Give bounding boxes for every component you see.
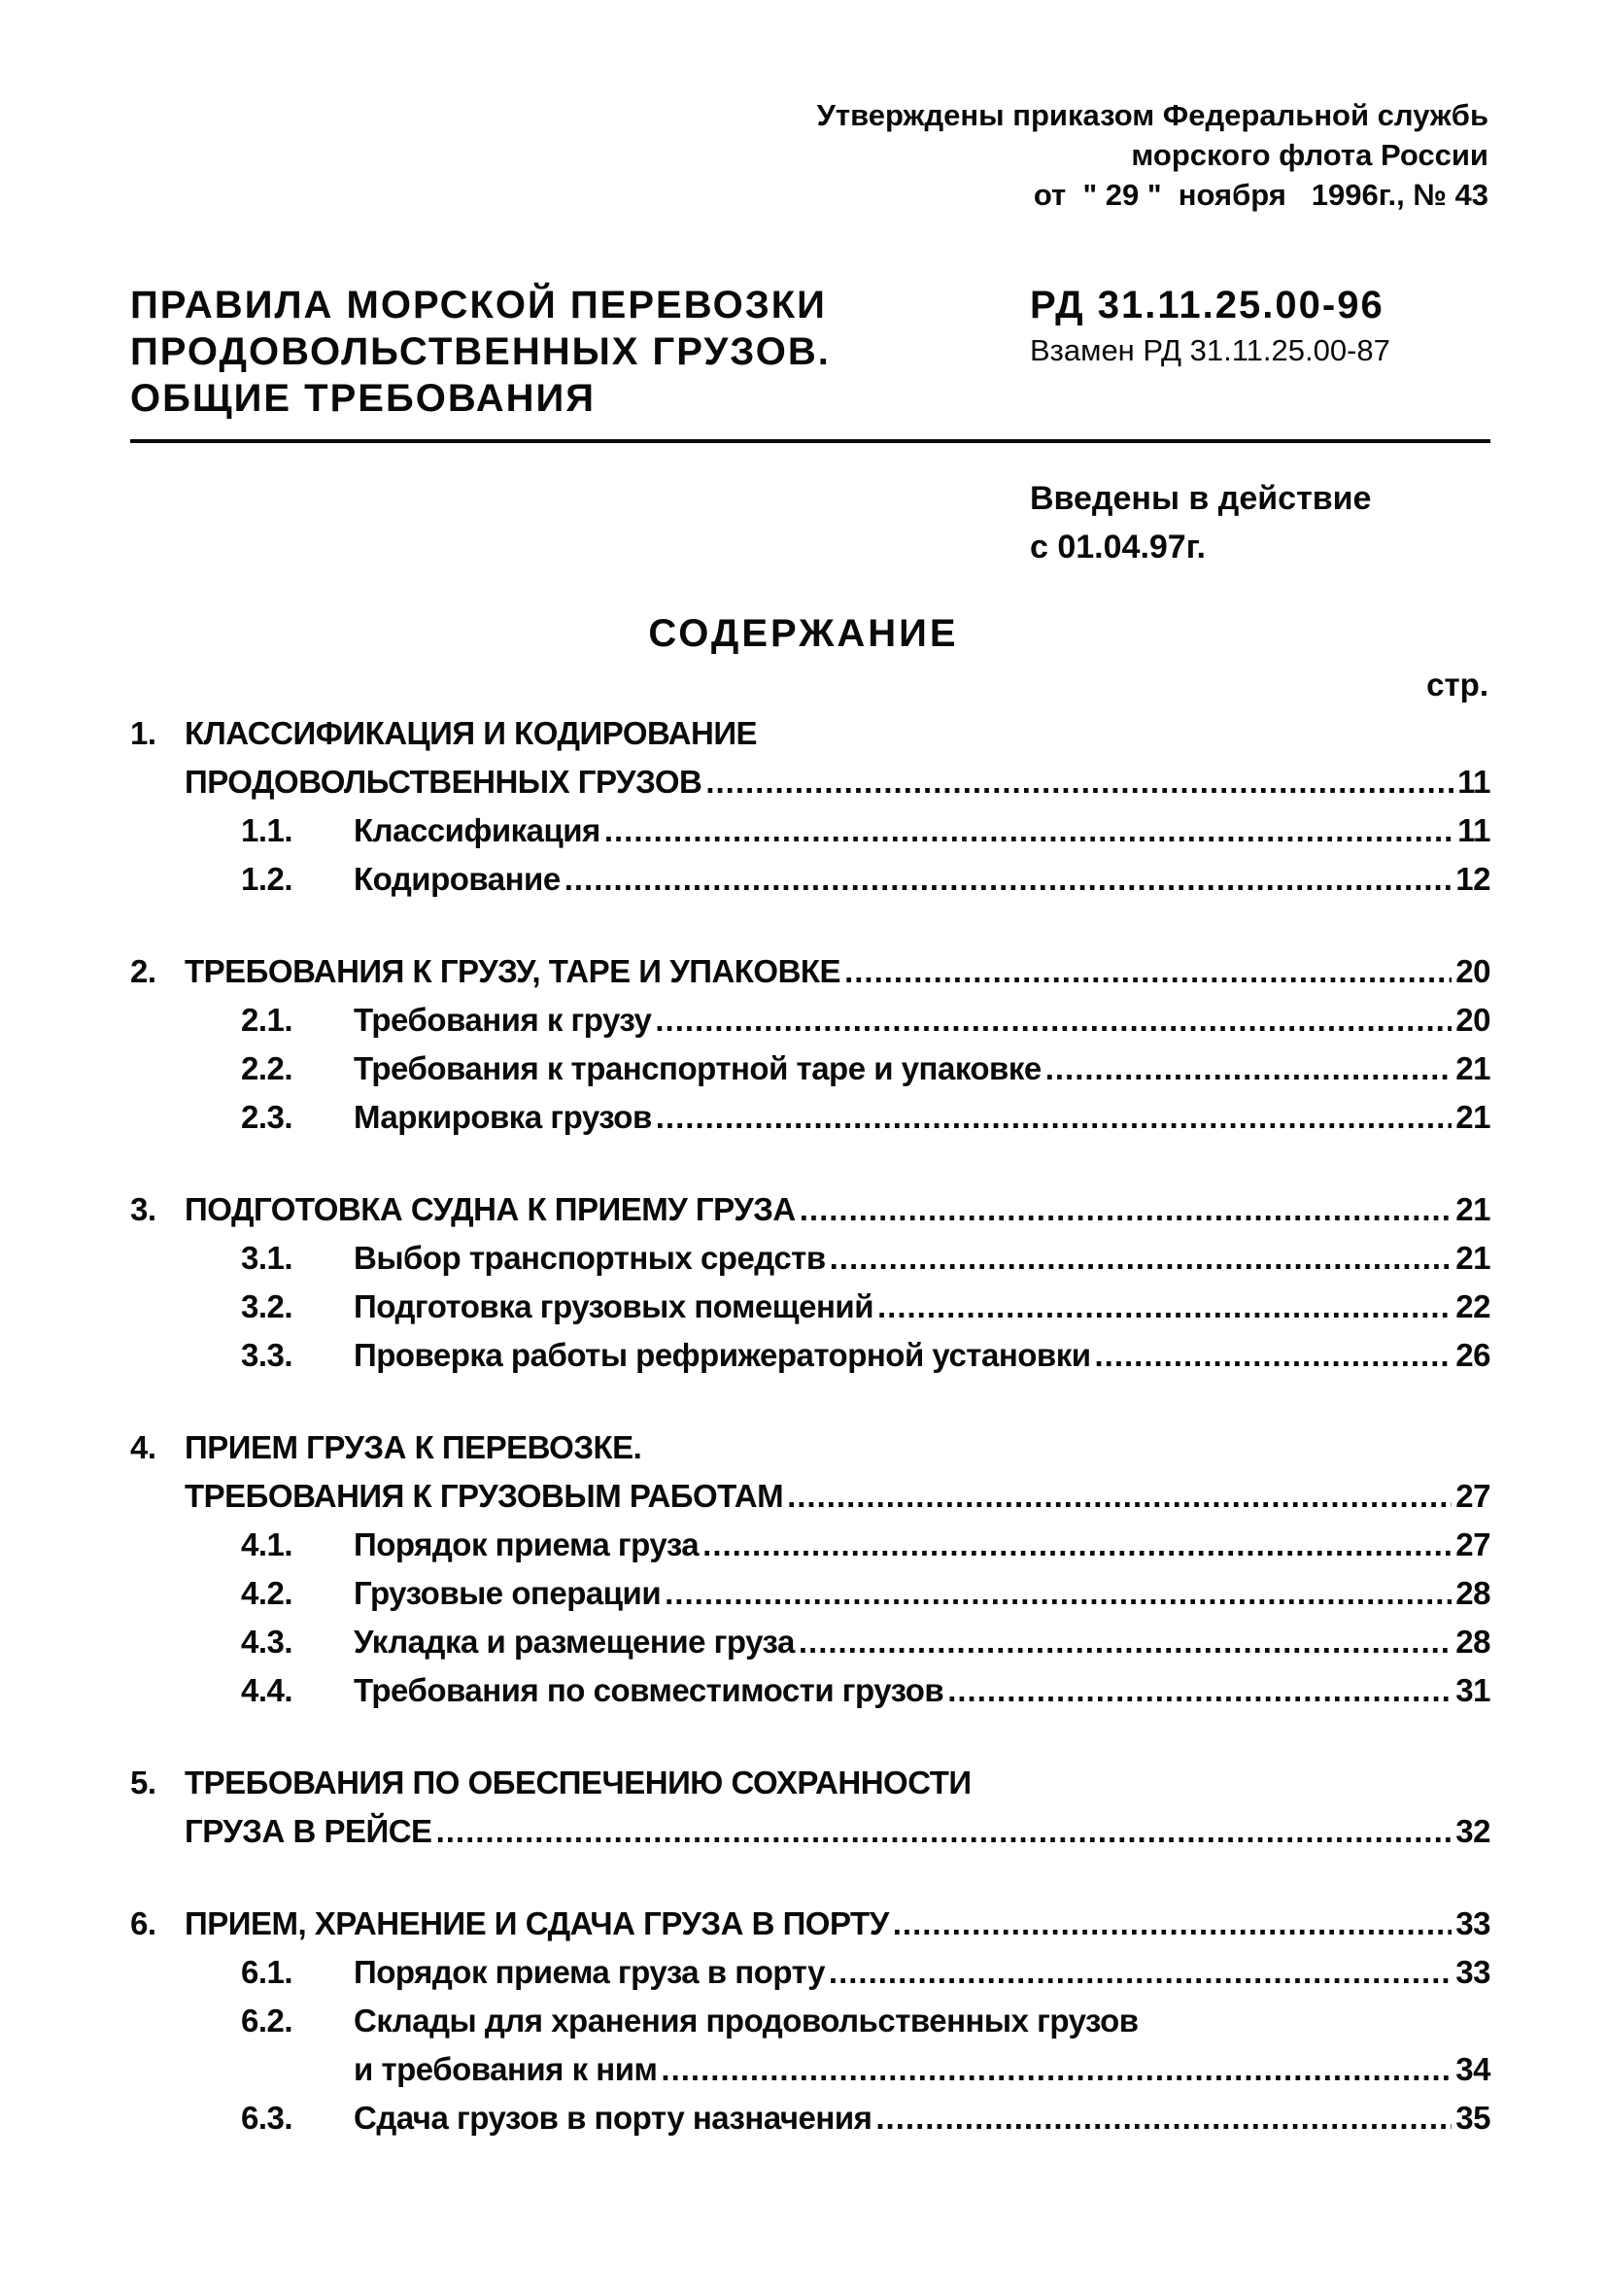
subsection-number: 3.3. — [241, 1337, 293, 1373]
page-number: 34 — [1455, 2051, 1490, 2087]
subsection-title: Кодирование — [354, 861, 561, 897]
section-number: 5. — [130, 1765, 156, 1800]
dot-leader — [436, 1807, 1453, 1856]
page-number: 32 — [1455, 1813, 1490, 1849]
subsection-title: и требования к ним — [354, 2051, 658, 2087]
subsection-number: 3.1. — [241, 1240, 293, 1276]
toc-subsection-row — [130, 2094, 1490, 2142]
subsection-number: 4.4. — [241, 1672, 293, 1708]
effective-line: Введены в действие — [1030, 480, 1372, 517]
dot-leader — [877, 1283, 1452, 1331]
section-number: 2. — [130, 953, 156, 989]
section-number: 4. — [130, 1429, 156, 1465]
toc-section-row — [130, 1807, 1490, 1856]
section-title: КЛАССИФИКАЦИЯ И КОДИРОВАНИЕ — [185, 715, 758, 751]
dot-leader — [947, 1666, 1452, 1715]
toc-section-row — [130, 1472, 1490, 1521]
dot-leader — [655, 996, 1452, 1045]
horizontal-rule — [130, 439, 1490, 443]
dot-leader — [893, 1900, 1453, 1948]
subsection-title: Подготовка грузовых помещений — [354, 1288, 873, 1324]
page-number: 26 — [1455, 1337, 1490, 1373]
section-title: ГРУЗА В РЕЙСЕ — [185, 1813, 432, 1849]
toc-section-row — [130, 947, 1490, 996]
dot-leader — [875, 2094, 1452, 2142]
dot-leader — [844, 947, 1452, 996]
subsection-title: Укладка и размещение груза — [354, 1624, 795, 1660]
toc-subsection-row — [130, 1234, 1490, 1283]
toc-section-row — [130, 1423, 1490, 1472]
dot-leader — [661, 2045, 1452, 2094]
subsection-title: Порядок приема груза в порту — [354, 1954, 825, 1990]
dot-leader — [829, 1948, 1452, 1997]
subsection-title: Порядок приема груза — [354, 1526, 700, 1562]
toc-section — [130, 1900, 1490, 2142]
toc-subsection-row — [130, 855, 1490, 904]
dot-leader — [1045, 1045, 1453, 1093]
contents-heading: СОДЕРЖАНИЕ — [648, 612, 959, 655]
subsection-number: 6.2. — [241, 2003, 293, 2039]
subsection-number: 2.2. — [241, 1050, 293, 1086]
document-code-block — [1030, 282, 1390, 373]
page-number: 33 — [1455, 1905, 1490, 1941]
subsection-number: 6.1. — [241, 1954, 293, 1990]
page-number: 20 — [1455, 953, 1490, 989]
document-code: РД 31.11.25.00-96 — [1030, 284, 1385, 326]
page-number: 28 — [1455, 1575, 1490, 1611]
page-number: 33 — [1455, 1954, 1490, 1990]
subsection-number: 1.1. — [241, 812, 293, 848]
document-title — [130, 282, 831, 422]
section-title: ПРИЕМ, ХРАНЕНИЕ И СДАЧА ГРУЗА В ПОРТУ — [185, 1905, 889, 1941]
page-number: 11 — [1457, 812, 1490, 848]
page-number: 35 — [1455, 2100, 1490, 2136]
section-number: 3. — [130, 1191, 156, 1227]
page-number: 11 — [1457, 764, 1490, 800]
page-number: 28 — [1455, 1624, 1490, 1660]
page-number: 31 — [1455, 1672, 1490, 1708]
toc-subsection-row — [130, 806, 1490, 855]
toc-subsection-row — [130, 1521, 1490, 1569]
toc-section — [130, 1185, 1490, 1380]
subsection-title: Выбор транспортных средств — [354, 1240, 826, 1276]
section-title: ПРОДОВОЛЬСТВЕННЫХ ГРУЗОВ — [185, 764, 702, 800]
page-number: 27 — [1455, 1526, 1490, 1562]
effective-line: с 01.04.97г. — [1030, 529, 1206, 565]
subsection-title: Требования по совместимости грузов — [354, 1672, 944, 1708]
approval-line: от " 29 " ноября 1996г., № 43 — [1033, 178, 1488, 212]
page-number: 22 — [1455, 1288, 1490, 1324]
subsection-title: Классификация — [354, 812, 600, 848]
subsection-number: 4.1. — [241, 1526, 293, 1562]
toc-section — [130, 947, 1490, 1142]
page-number: 21 — [1455, 1240, 1490, 1276]
subsection-title: Сдача грузов в порту назначения — [354, 2100, 872, 2136]
replaces-note: Взамен РД 31.11.25.00-87 — [1030, 333, 1390, 367]
toc-section — [130, 709, 1490, 904]
dot-leader — [656, 1093, 1453, 1142]
toc-subsection-row — [130, 1045, 1490, 1093]
subsection-number: 2.1. — [241, 1002, 293, 1038]
dot-leader — [604, 806, 1453, 855]
subsection-number: 2.3. — [241, 1099, 293, 1135]
subsection-title: Требования к грузу — [354, 1002, 652, 1038]
page-number: 21 — [1455, 1191, 1490, 1227]
toc-subsection-row — [130, 1093, 1490, 1142]
section-number: 6. — [130, 1905, 156, 1941]
document-title-line: ПРАВИЛА МОРСКОЙ ПЕРЕВОЗКИ — [130, 284, 827, 326]
section-title: ТРЕБОВАНИЯ ПО ОБЕСПЕЧЕНИЮ СОХРАННОСТИ — [185, 1765, 972, 1800]
subsection-number: 6.3. — [241, 2100, 293, 2136]
subsection-title: Склады для хранения продовольственных грузов — [354, 2003, 1139, 2039]
dot-leader — [830, 1234, 1453, 1283]
approval-note — [817, 95, 1488, 215]
toc-section — [130, 1759, 1490, 1856]
effective-date-note — [1030, 474, 1371, 571]
dot-leader — [800, 1185, 1453, 1234]
section-number: 1. — [130, 715, 156, 751]
toc-subsection-row — [130, 1283, 1490, 1331]
subsection-title: Требования к транспортной таре и упаковке — [354, 1050, 1042, 1086]
document-title-line: ОБЩИЕ ТРЕБОВАНИЯ — [130, 377, 596, 420]
dot-leader — [564, 855, 1453, 904]
dot-leader — [1095, 1331, 1453, 1380]
subsection-number: 1.2. — [241, 861, 293, 897]
section-title: ТРЕБОВАНИЯ К ГРУЗУ, ТАРЕ И УПАКОВКЕ — [185, 953, 841, 989]
dot-leader — [799, 1618, 1452, 1666]
page-number: 27 — [1455, 1478, 1490, 1514]
toc-subsection-row — [130, 2045, 1490, 2094]
approval-line: Утверждены приказом Федеральной службь — [816, 98, 1488, 132]
dot-leader — [702, 1521, 1452, 1569]
toc-section-row — [130, 709, 1490, 758]
subsection-number: 4.2. — [241, 1575, 293, 1611]
toc-section-row — [130, 1185, 1490, 1234]
section-title: ПРИЕМ ГРУЗА К ПЕРЕВОЗКЕ. — [185, 1429, 642, 1465]
page-number: 21 — [1455, 1050, 1490, 1086]
dot-leader — [787, 1472, 1452, 1521]
approval-line: морского флота России — [1131, 138, 1488, 172]
dot-leader — [665, 1569, 1452, 1618]
document-title-line: ПРОДОВОЛЬСТВЕННЫХ ГРУЗОВ. — [130, 330, 831, 373]
dot-leader — [705, 758, 1453, 806]
toc-subsection-row — [130, 1569, 1490, 1618]
subsection-number: 3.2. — [241, 1288, 293, 1324]
subsection-number: 4.3. — [241, 1624, 293, 1660]
page-number: 12 — [1455, 861, 1490, 897]
page-column-label: стр. — [1426, 667, 1488, 703]
page-number: 20 — [1455, 1002, 1490, 1038]
toc-subsection-row — [130, 1948, 1490, 1997]
subsection-title: Грузовые операции — [354, 1575, 662, 1611]
toc-section — [130, 1423, 1490, 1715]
toc-subsection-row — [130, 996, 1490, 1045]
toc-section-row — [130, 1759, 1490, 1807]
toc-section-row — [130, 758, 1490, 806]
toc-subsection-row — [130, 1331, 1490, 1380]
toc-subsection-row — [130, 1997, 1490, 2045]
toc-subsection-row — [130, 1618, 1490, 1666]
toc-section-row — [130, 1900, 1490, 1948]
section-title: ПОДГОТОВКА СУДНА К ПРИЕМУ ГРУЗА — [185, 1191, 796, 1227]
table-of-contents — [130, 709, 1490, 2186]
subsection-title: Маркировка грузов — [354, 1099, 652, 1135]
page-number: 21 — [1455, 1099, 1490, 1135]
toc-subsection-row — [130, 1666, 1490, 1715]
section-title: ТРЕБОВАНИЯ К ГРУЗОВЫМ РАБОТАМ — [185, 1478, 784, 1514]
subsection-title: Проверка работы рефрижераторной установки — [354, 1337, 1091, 1373]
